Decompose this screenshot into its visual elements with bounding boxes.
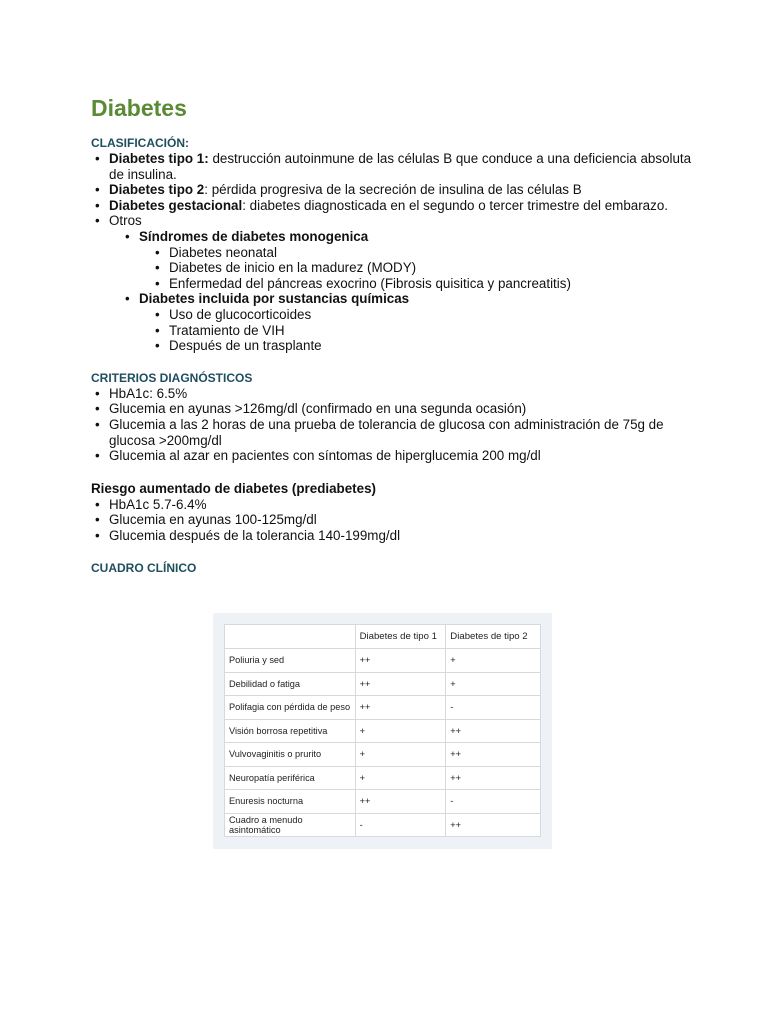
- list-item: • Diabetes tipo 1: destrucción autoinmune de las células B que conduce a una deficiencia absoluta de insulina.: [79, 151, 701, 182]
- table-cell: -: [446, 696, 541, 720]
- table-header-cell: Diabetes de tipo 2: [446, 625, 541, 649]
- table-row: [225, 649, 541, 673]
- table-cell: ++: [355, 649, 446, 673]
- list-item: • Enfermedad del páncreas exocrino (Fibrosis quisitica y pancreatitis): [139, 276, 701, 292]
- cuadro-clinico-figure: [213, 613, 552, 849]
- table-row: [225, 813, 541, 837]
- list-item: • Glucemia en ayunas 100-125mg/dl: [79, 512, 701, 528]
- list-item: • Diabetes de inicio en la madurez (MODY): [139, 260, 701, 276]
- table-row: [225, 766, 541, 790]
- table-cell: -: [446, 790, 541, 814]
- table-cell: Debilidad o fatiga: [225, 672, 356, 696]
- clasificacion-heading: CLASIFICACIÓN:: [91, 136, 189, 150]
- table-cell: +: [355, 766, 446, 790]
- table-cell: ++: [446, 813, 541, 837]
- list-item: • HbA1c 5.7-6.4%: [79, 497, 701, 513]
- list-item: • Uso de glucocorticoides: [139, 307, 701, 323]
- cuadro-heading: CUADRO CLÍNICO: [91, 561, 197, 576]
- list-item: • Otros • Síndromes de diabetes monogenica • Diabetes neonatal • Diabetes de inicio en la madurez (MODY) • Enfermedad del páncreas exocrino (Fibrosis quisitica y pancreatitis) • Diabetes incluida por sustancias químicas • Uso de glucocorticoides • Tratamiento de VIH • Después de un trasplante: [79, 213, 701, 353]
- criterios-heading: CRITERIOS DIAGNÓSTICOS: [91, 370, 253, 385]
- table-cell: Cuadro a menudo asintomático: [225, 813, 356, 837]
- table-row: [225, 790, 541, 814]
- table-header-cell: Diabetes de tipo 1: [355, 625, 446, 649]
- table-cell: +: [446, 649, 541, 673]
- criterios-list: [79, 386, 701, 464]
- list-item: • Diabetes neonatal: [139, 245, 701, 261]
- table-cell: ++: [355, 672, 446, 696]
- monogenica-list: [139, 245, 701, 292]
- table-cell: Polifagia con pérdida de peso: [225, 696, 356, 720]
- riesgo-list: [79, 497, 701, 544]
- list-item: • Diabetes tipo 2: pérdida progresiva de la secreción de insulina de las células B: [79, 182, 701, 198]
- quimicas-list: [139, 307, 701, 354]
- table-cell: ++: [446, 766, 541, 790]
- table-cell: ++: [355, 790, 446, 814]
- riesgo-heading: Riesgo aumentado de diabetes (prediabetes): [91, 480, 376, 496]
- list-item: • Tratamiento de VIH: [139, 323, 701, 339]
- table-row: [225, 719, 541, 743]
- page-title: Diabetes: [91, 95, 187, 121]
- table-cell: Visión borrosa repetitiva: [225, 719, 356, 743]
- table-cell: Poliuria y sed: [225, 649, 356, 673]
- otros-list: [109, 229, 701, 354]
- list-item: • Glucemia a las 2 horas de una prueba de tolerancia de glucosa con administración de 75g de glucosa >200mg/dl: [79, 417, 701, 448]
- list-item: • Diabetes gestacional: diabetes diagnosticada en el segundo o tercer trimestre del embarazo.: [79, 198, 701, 214]
- list-item: • Glucemia al azar en pacientes con síntomas de hiperglucemia 200 mg/dl: [79, 448, 701, 464]
- table-cell: Vulvovaginitis o prurito: [225, 743, 356, 767]
- table-cell: -: [355, 813, 446, 837]
- list-item: • Glucemia después de la tolerancia 140-199mg/dl: [79, 528, 701, 544]
- table-cell: Neuropatía periférica: [225, 766, 356, 790]
- table-row: [225, 672, 541, 696]
- table-header-cell: [225, 625, 356, 649]
- document-page: [91, 94, 701, 576]
- table-cell: Enuresis nocturna: [225, 790, 356, 814]
- clasificacion-list: [79, 151, 701, 354]
- cuadro-clinico-table: [224, 624, 541, 837]
- table-cell: +: [446, 672, 541, 696]
- table-cell: ++: [446, 719, 541, 743]
- table-cell: ++: [446, 743, 541, 767]
- table-cell: ++: [355, 696, 446, 720]
- table-header-row: [225, 625, 541, 649]
- table-row: [225, 696, 541, 720]
- table-cell: +: [355, 719, 446, 743]
- list-item: • Glucemia en ayunas >126mg/dl (confirmado en una segunda ocasión): [79, 401, 701, 417]
- list-item: • Síndromes de diabetes monogenica • Diabetes neonatal • Diabetes de inicio en la madurez (MODY) • Enfermedad del páncreas exocrino (Fibrosis quisitica y pancreatitis): [109, 229, 701, 291]
- table-cell: +: [355, 743, 446, 767]
- table-row: [225, 743, 541, 767]
- list-item: • Después de un trasplante: [139, 338, 701, 354]
- list-item: • Diabetes incluida por sustancias químicas • Uso de glucocorticoides • Tratamiento de VIH • Después de un trasplante: [109, 291, 701, 353]
- list-item: • HbA1c: 6.5%: [79, 386, 701, 402]
